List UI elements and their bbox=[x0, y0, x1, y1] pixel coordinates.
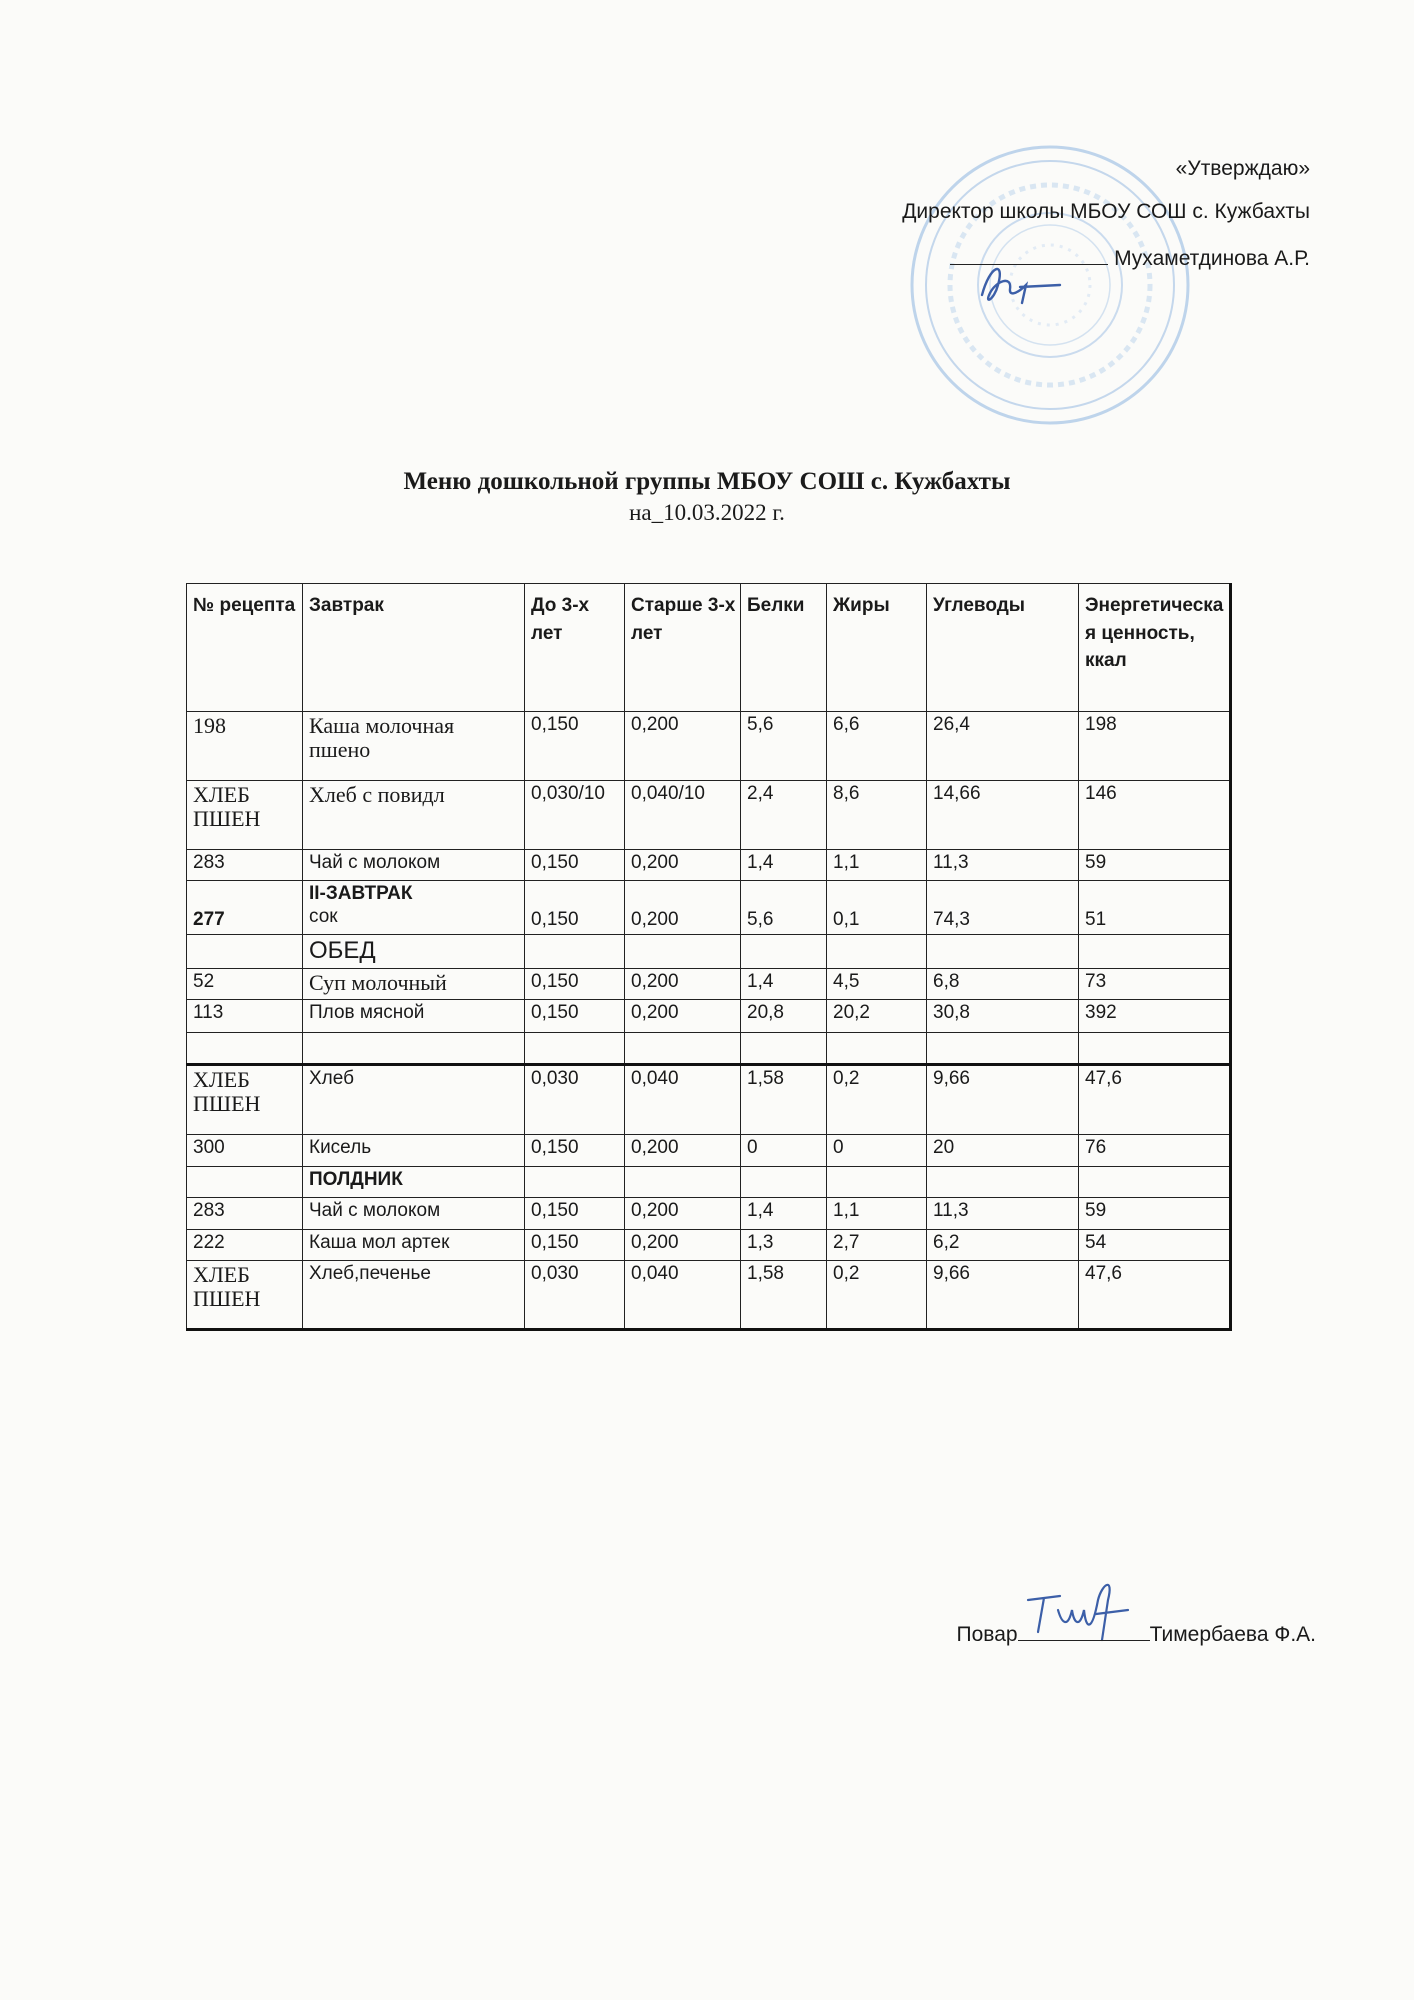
portion-under3: 0,030/10 bbox=[525, 781, 625, 850]
table-row bbox=[187, 850, 1231, 881]
header-meal: Завтрак bbox=[303, 584, 525, 712]
cook-signature-block bbox=[957, 1622, 1316, 1647]
carbs-value: 26,4 bbox=[927, 712, 1079, 781]
recipe-number bbox=[187, 935, 303, 969]
portion-under3: 0,150 bbox=[525, 881, 625, 935]
empty-cell bbox=[625, 1166, 741, 1197]
section-label-lunch: ОБЕД bbox=[303, 935, 525, 969]
energy-value: 47,6 bbox=[1079, 1260, 1231, 1329]
portion-under3: 0,150 bbox=[525, 1134, 625, 1166]
energy-value: 59 bbox=[1079, 1197, 1231, 1229]
fat-value: 20,2 bbox=[827, 999, 927, 1032]
empty-cell bbox=[927, 935, 1079, 969]
protein-value: 5,6 bbox=[741, 881, 827, 935]
protein-value: 5,6 bbox=[741, 712, 827, 781]
portion-over3: 0,200 bbox=[625, 1134, 741, 1166]
header-fat: Жиры bbox=[827, 584, 927, 712]
signature-underline bbox=[1018, 1622, 1150, 1641]
section-row-lunch bbox=[187, 935, 1231, 969]
portion-over3: 0,200 bbox=[625, 850, 741, 881]
empty-cell bbox=[525, 1166, 625, 1197]
protein-value: 2,4 bbox=[741, 781, 827, 850]
empty-cell bbox=[525, 1032, 625, 1064]
protein-value: 1,4 bbox=[741, 850, 827, 881]
dish-name: Хлеб bbox=[303, 1064, 525, 1134]
approve-label: «Утверждаю» bbox=[1175, 157, 1310, 180]
portion-under3: 0,150 bbox=[525, 712, 625, 781]
portion-under3: 0,150 bbox=[525, 1229, 625, 1260]
dish-name: Хлеб,печенье bbox=[303, 1260, 525, 1329]
table-row bbox=[187, 999, 1231, 1032]
director-signature-line bbox=[902, 244, 1310, 269]
table-row bbox=[187, 781, 1231, 850]
energy-value: 76 bbox=[1079, 1134, 1231, 1166]
table-header-row bbox=[187, 584, 1231, 712]
dish-name: Каша молочная пшено bbox=[303, 712, 525, 781]
carbs-value: 20 bbox=[927, 1134, 1079, 1166]
section-row-afternoon-snack bbox=[187, 1166, 1231, 1197]
fat-value: 1,1 bbox=[827, 850, 927, 881]
carbs-value: 14,66 bbox=[927, 781, 1079, 850]
page-title: Меню дошкольной группы МБОУ СОШ с. Кужбахты bbox=[403, 468, 1011, 495]
portion-over3: 0,040/10 bbox=[625, 781, 741, 850]
dish-name: Чай с молоком bbox=[303, 850, 525, 881]
empty-cell bbox=[827, 1166, 927, 1197]
carbs-value: 74,3 bbox=[927, 881, 1079, 935]
fat-value: 0,2 bbox=[827, 1260, 927, 1329]
dish-name: Хлеб с повидл bbox=[303, 781, 525, 850]
empty-cell bbox=[303, 1032, 525, 1064]
dish-cell bbox=[303, 881, 525, 935]
recipe-number: 52 bbox=[187, 968, 303, 999]
empty-cell bbox=[187, 1032, 303, 1064]
header-protein: Белки bbox=[741, 584, 827, 712]
empty-cell bbox=[525, 935, 625, 969]
energy-value: 59 bbox=[1079, 850, 1231, 881]
recipe-number: 198 bbox=[187, 712, 303, 781]
menu-table bbox=[186, 583, 1232, 1331]
empty-cell bbox=[827, 1032, 927, 1064]
header-carbs: Углеводы bbox=[927, 584, 1079, 712]
empty-cell bbox=[927, 1032, 1079, 1064]
portion-under3: 0,150 bbox=[525, 1197, 625, 1229]
protein-value: 20,8 bbox=[741, 999, 827, 1032]
fat-value: 4,5 bbox=[827, 968, 927, 999]
protein-value: 1,58 bbox=[741, 1064, 827, 1134]
header-over3: Старше 3-х лет bbox=[625, 584, 741, 712]
portion-over3: 0,200 bbox=[625, 712, 741, 781]
carbs-value: 6,2 bbox=[927, 1229, 1079, 1260]
portion-over3: 0,200 bbox=[625, 881, 741, 935]
section-label-afternoon-snack: ПОЛДНИК bbox=[303, 1166, 525, 1197]
energy-value: 198 bbox=[1079, 712, 1231, 781]
document-title bbox=[0, 468, 1414, 526]
energy-value: 51 bbox=[1079, 881, 1231, 935]
empty-cell bbox=[625, 935, 741, 969]
dish-name: Чай с молоком bbox=[303, 1197, 525, 1229]
dish-name: Кисель bbox=[303, 1134, 525, 1166]
header-recipe: № рецепта bbox=[187, 584, 303, 712]
recipe-number: 283 bbox=[187, 1197, 303, 1229]
carbs-value: 11,3 bbox=[927, 850, 1079, 881]
recipe-number: 300 bbox=[187, 1134, 303, 1166]
fat-value: 0,1 bbox=[827, 881, 927, 935]
empty-cell bbox=[1079, 1032, 1231, 1064]
carbs-value: 11,3 bbox=[927, 1197, 1079, 1229]
empty-cell bbox=[741, 935, 827, 969]
protein-value: 1,4 bbox=[741, 968, 827, 999]
energy-value: 146 bbox=[1079, 781, 1231, 850]
empty-cell bbox=[741, 1032, 827, 1064]
table-row bbox=[187, 1260, 1231, 1329]
table-row bbox=[187, 1229, 1231, 1260]
cook-label: Повар bbox=[956, 1623, 1018, 1646]
empty-cell bbox=[927, 1166, 1079, 1197]
empty-cell bbox=[741, 1166, 827, 1197]
fat-value: 0 bbox=[827, 1134, 927, 1166]
cook-name: Тимербаева Ф.А. bbox=[1149, 1623, 1316, 1646]
fat-value: 8,6 bbox=[827, 781, 927, 850]
portion-under3: 0,150 bbox=[525, 850, 625, 881]
section-label-second-breakfast: II-ЗАВТРАК bbox=[309, 883, 413, 904]
fat-value: 6,6 bbox=[827, 712, 927, 781]
table-row-empty bbox=[187, 1032, 1231, 1064]
menu-date: на_10.03.2022 г. bbox=[629, 500, 785, 525]
energy-value: 54 bbox=[1079, 1229, 1231, 1260]
signature-underline bbox=[950, 244, 1108, 265]
table-row bbox=[187, 1064, 1231, 1134]
header-under3: До 3-х лет bbox=[525, 584, 625, 712]
protein-value: 1,58 bbox=[741, 1260, 827, 1329]
portion-over3: 0,200 bbox=[625, 999, 741, 1032]
carbs-value: 9,66 bbox=[927, 1064, 1079, 1134]
table-row bbox=[187, 712, 1231, 781]
dish-name: Плов мясной bbox=[303, 999, 525, 1032]
director-name: Мухаметдинова А.Р. bbox=[1114, 247, 1310, 270]
recipe-number: ХЛЕБ ПШЕН bbox=[187, 1260, 303, 1329]
protein-value: 0 bbox=[741, 1134, 827, 1166]
dish-name: Каша мол артек bbox=[303, 1229, 525, 1260]
recipe-number: 222 bbox=[187, 1229, 303, 1260]
fat-value: 0,2 bbox=[827, 1064, 927, 1134]
carbs-value: 9,66 bbox=[927, 1260, 1079, 1329]
empty-cell bbox=[625, 1032, 741, 1064]
recipe-number: ХЛЕБ ПШЕН bbox=[187, 1064, 303, 1134]
portion-over3: 0,040 bbox=[625, 1260, 741, 1329]
energy-value: 47,6 bbox=[1079, 1064, 1231, 1134]
recipe-number: 113 bbox=[187, 999, 303, 1032]
fat-value: 1,1 bbox=[827, 1197, 927, 1229]
recipe-number bbox=[187, 1166, 303, 1197]
protein-value: 1,3 bbox=[741, 1229, 827, 1260]
recipe-number: 283 bbox=[187, 850, 303, 881]
portion-under3: 0,030 bbox=[525, 1064, 625, 1134]
approval-block bbox=[902, 158, 1310, 291]
portion-under3: 0,150 bbox=[525, 968, 625, 999]
portion-over3: 0,200 bbox=[625, 1229, 741, 1260]
protein-value: 1,4 bbox=[741, 1197, 827, 1229]
portion-over3: 0,200 bbox=[625, 1197, 741, 1229]
portion-over3: 0,040 bbox=[625, 1064, 741, 1134]
table-row bbox=[187, 881, 1231, 935]
dish-name: сок bbox=[309, 905, 338, 927]
portion-over3: 0,200 bbox=[625, 968, 741, 999]
recipe-number: ХЛЕБ ПШЕН bbox=[187, 781, 303, 850]
director-position: Директор школы МБОУ СОШ с. Кужбахты bbox=[902, 200, 1310, 223]
energy-value: 73 bbox=[1079, 968, 1231, 999]
table-row bbox=[187, 1197, 1231, 1229]
empty-cell bbox=[827, 935, 927, 969]
carbs-value: 6,8 bbox=[927, 968, 1079, 999]
carbs-value: 30,8 bbox=[927, 999, 1079, 1032]
portion-under3: 0,030 bbox=[525, 1260, 625, 1329]
fat-value: 2,7 bbox=[827, 1229, 927, 1260]
recipe-number: 277 bbox=[187, 881, 303, 935]
empty-cell bbox=[1079, 935, 1231, 969]
table-row bbox=[187, 968, 1231, 999]
header-energy: Энергетическая ценность, ккал bbox=[1079, 584, 1231, 712]
empty-cell bbox=[1079, 1166, 1231, 1197]
dish-name: Суп молочный bbox=[303, 968, 525, 999]
table-row bbox=[187, 1134, 1231, 1166]
portion-under3: 0,150 bbox=[525, 999, 625, 1032]
energy-value: 392 bbox=[1079, 999, 1231, 1032]
